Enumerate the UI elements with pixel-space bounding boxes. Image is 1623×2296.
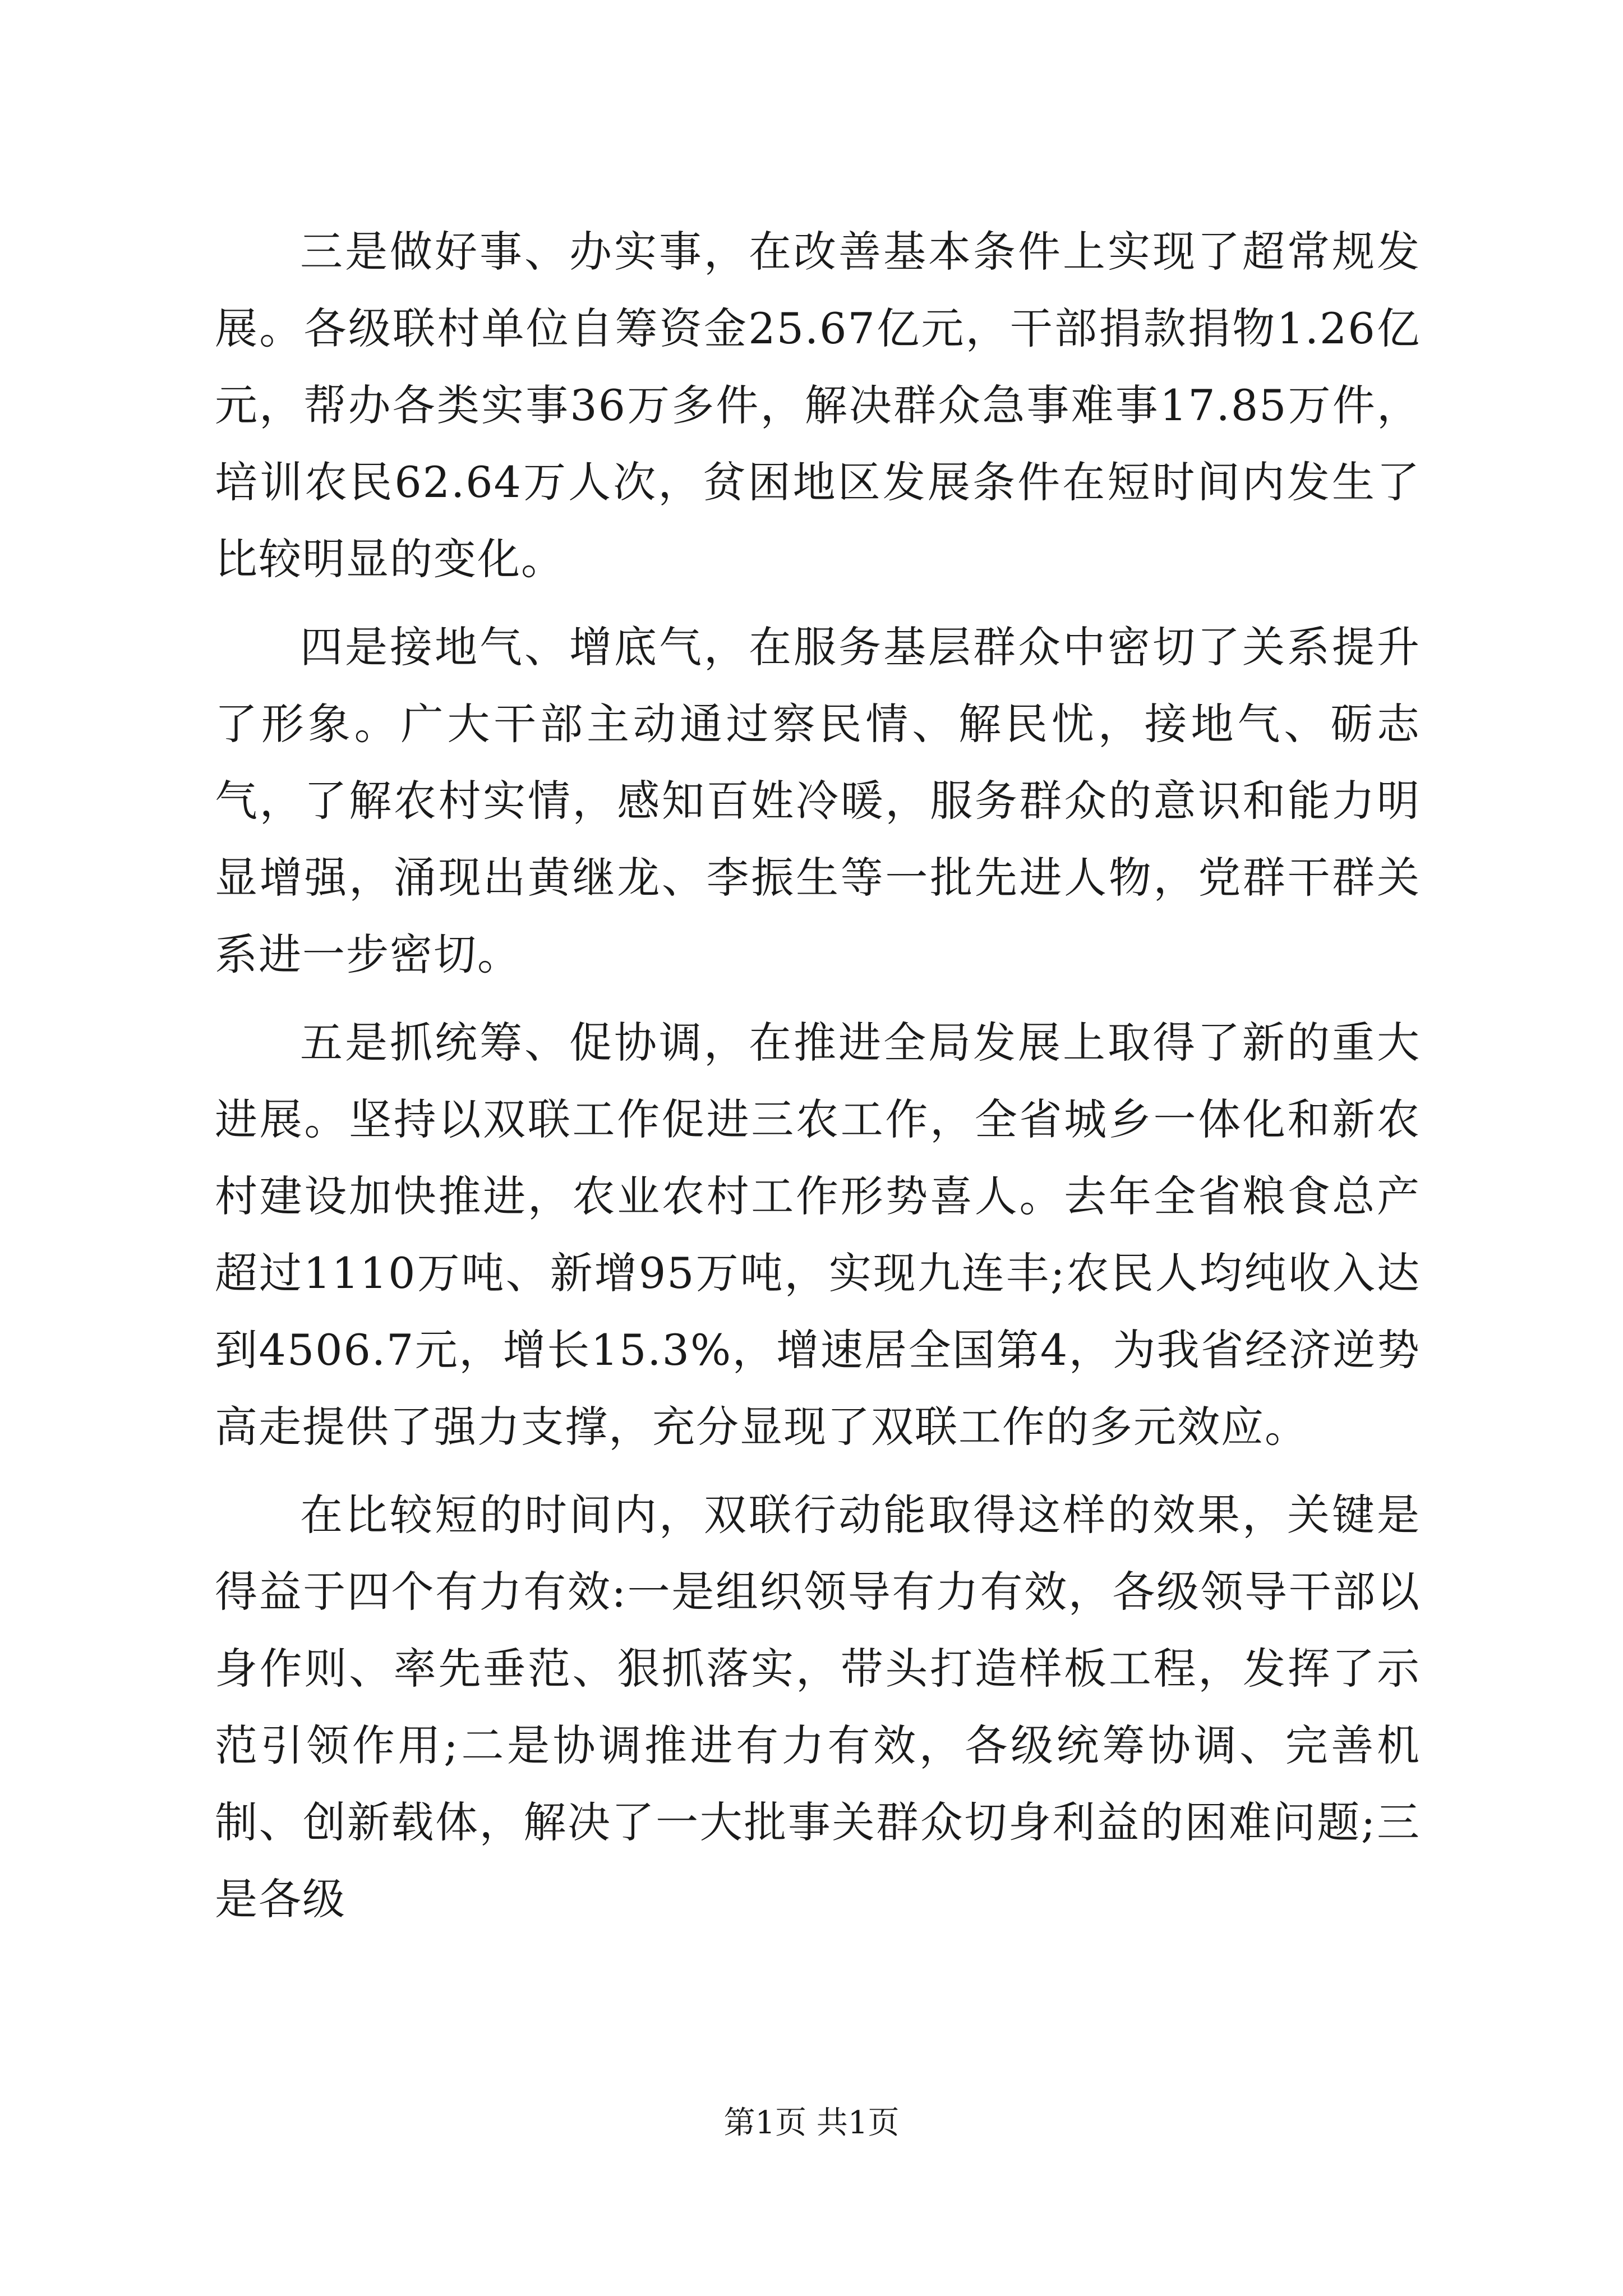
page-footer: 第1页 共1页 (723, 2105, 900, 2141)
paragraph-1: 三是做好事、办实事，在改善基本条件上实现了超常规发展。各级联村单位自筹资金25.67亿元，干部捐款捐物1.26亿元，帮办各类实事36万多件，解决群众急事难事17.85万件，培训农民62.64万人次，贫困地区发展条件在短时间内发生了比较明显的变化。 (215, 227, 1421, 584)
document-body (215, 213, 1421, 1949)
paragraph-2: 四是接地气、增底气，在服务基层群众中密切了关系提升了形象。广大干部主动通过察民情、解民忧，接地气、砺志气，了解农村实情，感知百姓冷暖，服务群众的意识和能力明显增强，涌现出黄继龙、李振生等一批先进人物，党群干群关系进一步密切。 (215, 622, 1421, 979)
paragraph-4: 在比较短的时间内，双联行动能取得这样的效果，关键是得益于四个有力有效:一是组织领导有力有效，各级领导干部以身作则、率先垂范、狠抓落实，带头打造样板工程，发挥了示范引领作用;二是协调推进有力有效，各级统筹协调、完善机制、创新载体，解决了一大批事关群众切身利益的困难问题;三是各级 (215, 1490, 1421, 1924)
paragraph-3: 五是抓统筹、促协调，在推进全局发展上取得了新的重大进展。坚持以双联工作促进三农工作，全省城乡一体化和新农村建设加快推进，农业农村工作形势喜人。去年全省粮食总产超过1110万吨、新增95万吨，实现九连丰;农民人均纯收入达到4506.7元，增长15.3%，增速居全国第4，为我省经济逆势高走提供了强力支撑，充分显现了双联工作的多元效应。 (215, 1018, 1421, 1452)
